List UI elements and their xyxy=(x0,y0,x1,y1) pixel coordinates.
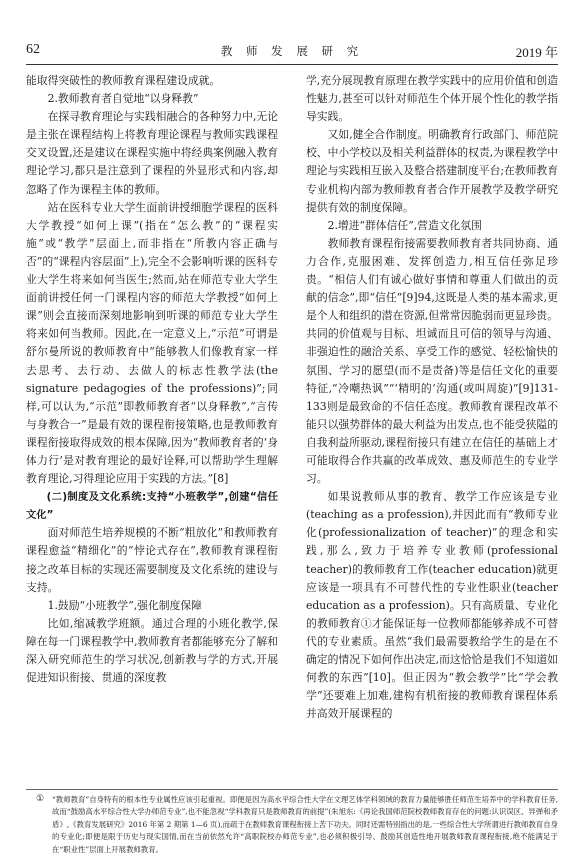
journal-name: 教 师 发 展 研 究 xyxy=(220,44,364,58)
paragraph: 面对师范生培养规模的不断“粗放化”和教师教育课程愈益“精细化”的“悖论式存在”,教师教育课程衔接之改革目标的实现还需要制度及文化系统的建设与支持。 xyxy=(26,526,278,594)
paragraph: 如果说教师从事的教育、教学工作应该是专业(teaching as a profession),并因此而有“教师专业化(professionalization of teacher)”的理念和实践,那么,致力于培养专业教师(professional teacher)的教师教育工作(teacher education)就更应该是一项具有不可替代性的专业性职业(teacher education as a profession)。只有高质量、专业化的教师教育①才能保证每一位教师都能够养成不可替代的专业素质。虽然“我们最需要教给学生的是在不确定的情况下如何作出决定,而这恰恰是我们不知道如何教的东西”[10]。但正因为“教会教学”比“学会教学”还要难上加难,建构有机衔接的教师教育课程体系并高效开展课程的 xyxy=(306,490,558,721)
footnote-text: “教师教育”自身特有的根本性专业属性应该引起重视。即便是因为高水平综合性大学在文理艺体学科领域的教育力量能够胜任师范生培养中的学科教育任务,故而“鼓励高水平综合性大学办师范专业”,也不能忽视“学科教育只是教师教育的前提”(朱旭东:《再论我国师范院校教师教育存在的问题:认识误区、异弹和矛盾》,《教育发展研究》2016 年第 2 期第 1—6 页),而疏于在教师教育课程衔接上苦下功夫。同时还需特别指出的是,一些综合性大学所谓进行教师教育自身的专业化;即便是限于历史与现实国情,而在当前依然允许“高职院校办师范专业”,也必须积极引导、鼓励其创造性地开展教师教育课程衔接,绝不能满足于在“职业性”层面上开展教师教育。 xyxy=(52,795,558,854)
paragraph: 2.增进“群体信任”,营造文化氛围 xyxy=(327,218,482,232)
paragraph: 2.教师教育者自觉地“以身释教” xyxy=(47,92,199,106)
paragraph: 比如,缩减教学班额。通过合理的小班化教学,保障在每一门课程教学中,教师教育者都能够充分了解和深入研究师范生的学习状况,创新教与学的方式,开展促进知识衔接、贯通的深度教 xyxy=(26,616,278,685)
paragraph: 学,充分展现教育原理在教学实践中的应用价值和创造性魅力,甚至可以针对师范生个体开展个性化的教学指导实践。 xyxy=(306,74,558,124)
page-header xyxy=(26,40,558,60)
paragraph: 教师教育课程衔接需要教师教育者共同协商、通力合作,克服困难、发挥创造力,相互信任弥足珍贵。“相信人们有诚心做好事情和尊重人们做出的贡献的信念”,即“信任”[9]94,这既是人类的基本需求,更是个人和组织的潜在资源,但常常因脆弱而更显珍贵。共同的价值观与目标、坦诚而且可信的领导与沟通、非强迫性的融洽关系、享受工作的感觉、轻松愉快的氛围、学习的愿望(而不是责备)等是信任文化的重要特征,“冷嘲热讽”“‘精明的’沟通(或叫周旋)”[9]131-133则是最致命的不信任态度。教师教育课程改革不能只以强势群体的最大利益为出发点,也不能受狭隘的自我利益所驱动,课程衔接只有建立在信任的基础上才可能取得合作共赢的改革成效、惠及师范生的专业学习。 xyxy=(306,236,558,486)
paragraph: 1.鼓励“小班教学”,强化制度保障 xyxy=(47,598,202,612)
page-number: 62 xyxy=(26,42,40,57)
section-heading: (二)制度及文化系统:支持“小班教学”,创建“信任文化” xyxy=(26,491,278,522)
paragraph: 在探寻教育理论与实践相融合的各种努力中,无论是主张在课程结构上将教育理论课程与教师实践课程交叉设置,还是建议在课程实施中将经典案例融入教育理论学习,都只是注意到了课程的外显形式和内容,却忽略了作为课程主体的教师。 xyxy=(26,110,278,196)
paragraph: 能取得突破性的教师教育课程建设成就。 xyxy=(26,74,221,87)
footnote-mark: ① xyxy=(36,794,45,804)
right-column xyxy=(306,72,558,723)
footnote xyxy=(26,794,558,856)
header-rule xyxy=(26,64,558,65)
publication-year: 2019 年 xyxy=(515,45,558,60)
paragraph: 又如,健全合作制度。明确教育行政部门、师范院校、中小学校以及相关利益群体的权责,为课程教学中理论与实践相互嵌入及整合搭建制度平台;在教师教育专业机构内部为教师教育者合作开展教学及教学研究提供有效的制度保障。 xyxy=(306,128,558,214)
paragraph: 站在医科专业大学生面前讲授细胞学课程的医科大学教授“如何上课”(指在“怎么教”的“课程实施”或“教学”层面上,而非指在“所教内容正确与否”的“课程内容层面”上),完全不会影响听课的医科专业大学生将来如何当医生;然而,站在师范专业大学生面前讲授任何一门课程内容的师范大学教授“如何上课”则会直接而深刻地影响到听课的师范专业大学生将来如何当教师。因此,在一定意义上,“示范”可谓是舒尔曼所说的教师教育中“能够教人们像教育家一样去思考、去行动、去做人的标志性教学法(the signature pedagogies of the professions)”;同样,可以认为,“示范”即教师教育者“以身释教”,“言传与身教合一”是最有效的课程衔接策略,也是教师教育课程衔接取得成效的根本保障,因为“教师教育者的‘身体力行’是对教育理论的最好诠释,可以帮助学生理解教育理论,习得理论应用于实践的方法。”[8] xyxy=(26,200,278,486)
left-column xyxy=(26,72,278,687)
footnote-rule xyxy=(26,789,558,790)
